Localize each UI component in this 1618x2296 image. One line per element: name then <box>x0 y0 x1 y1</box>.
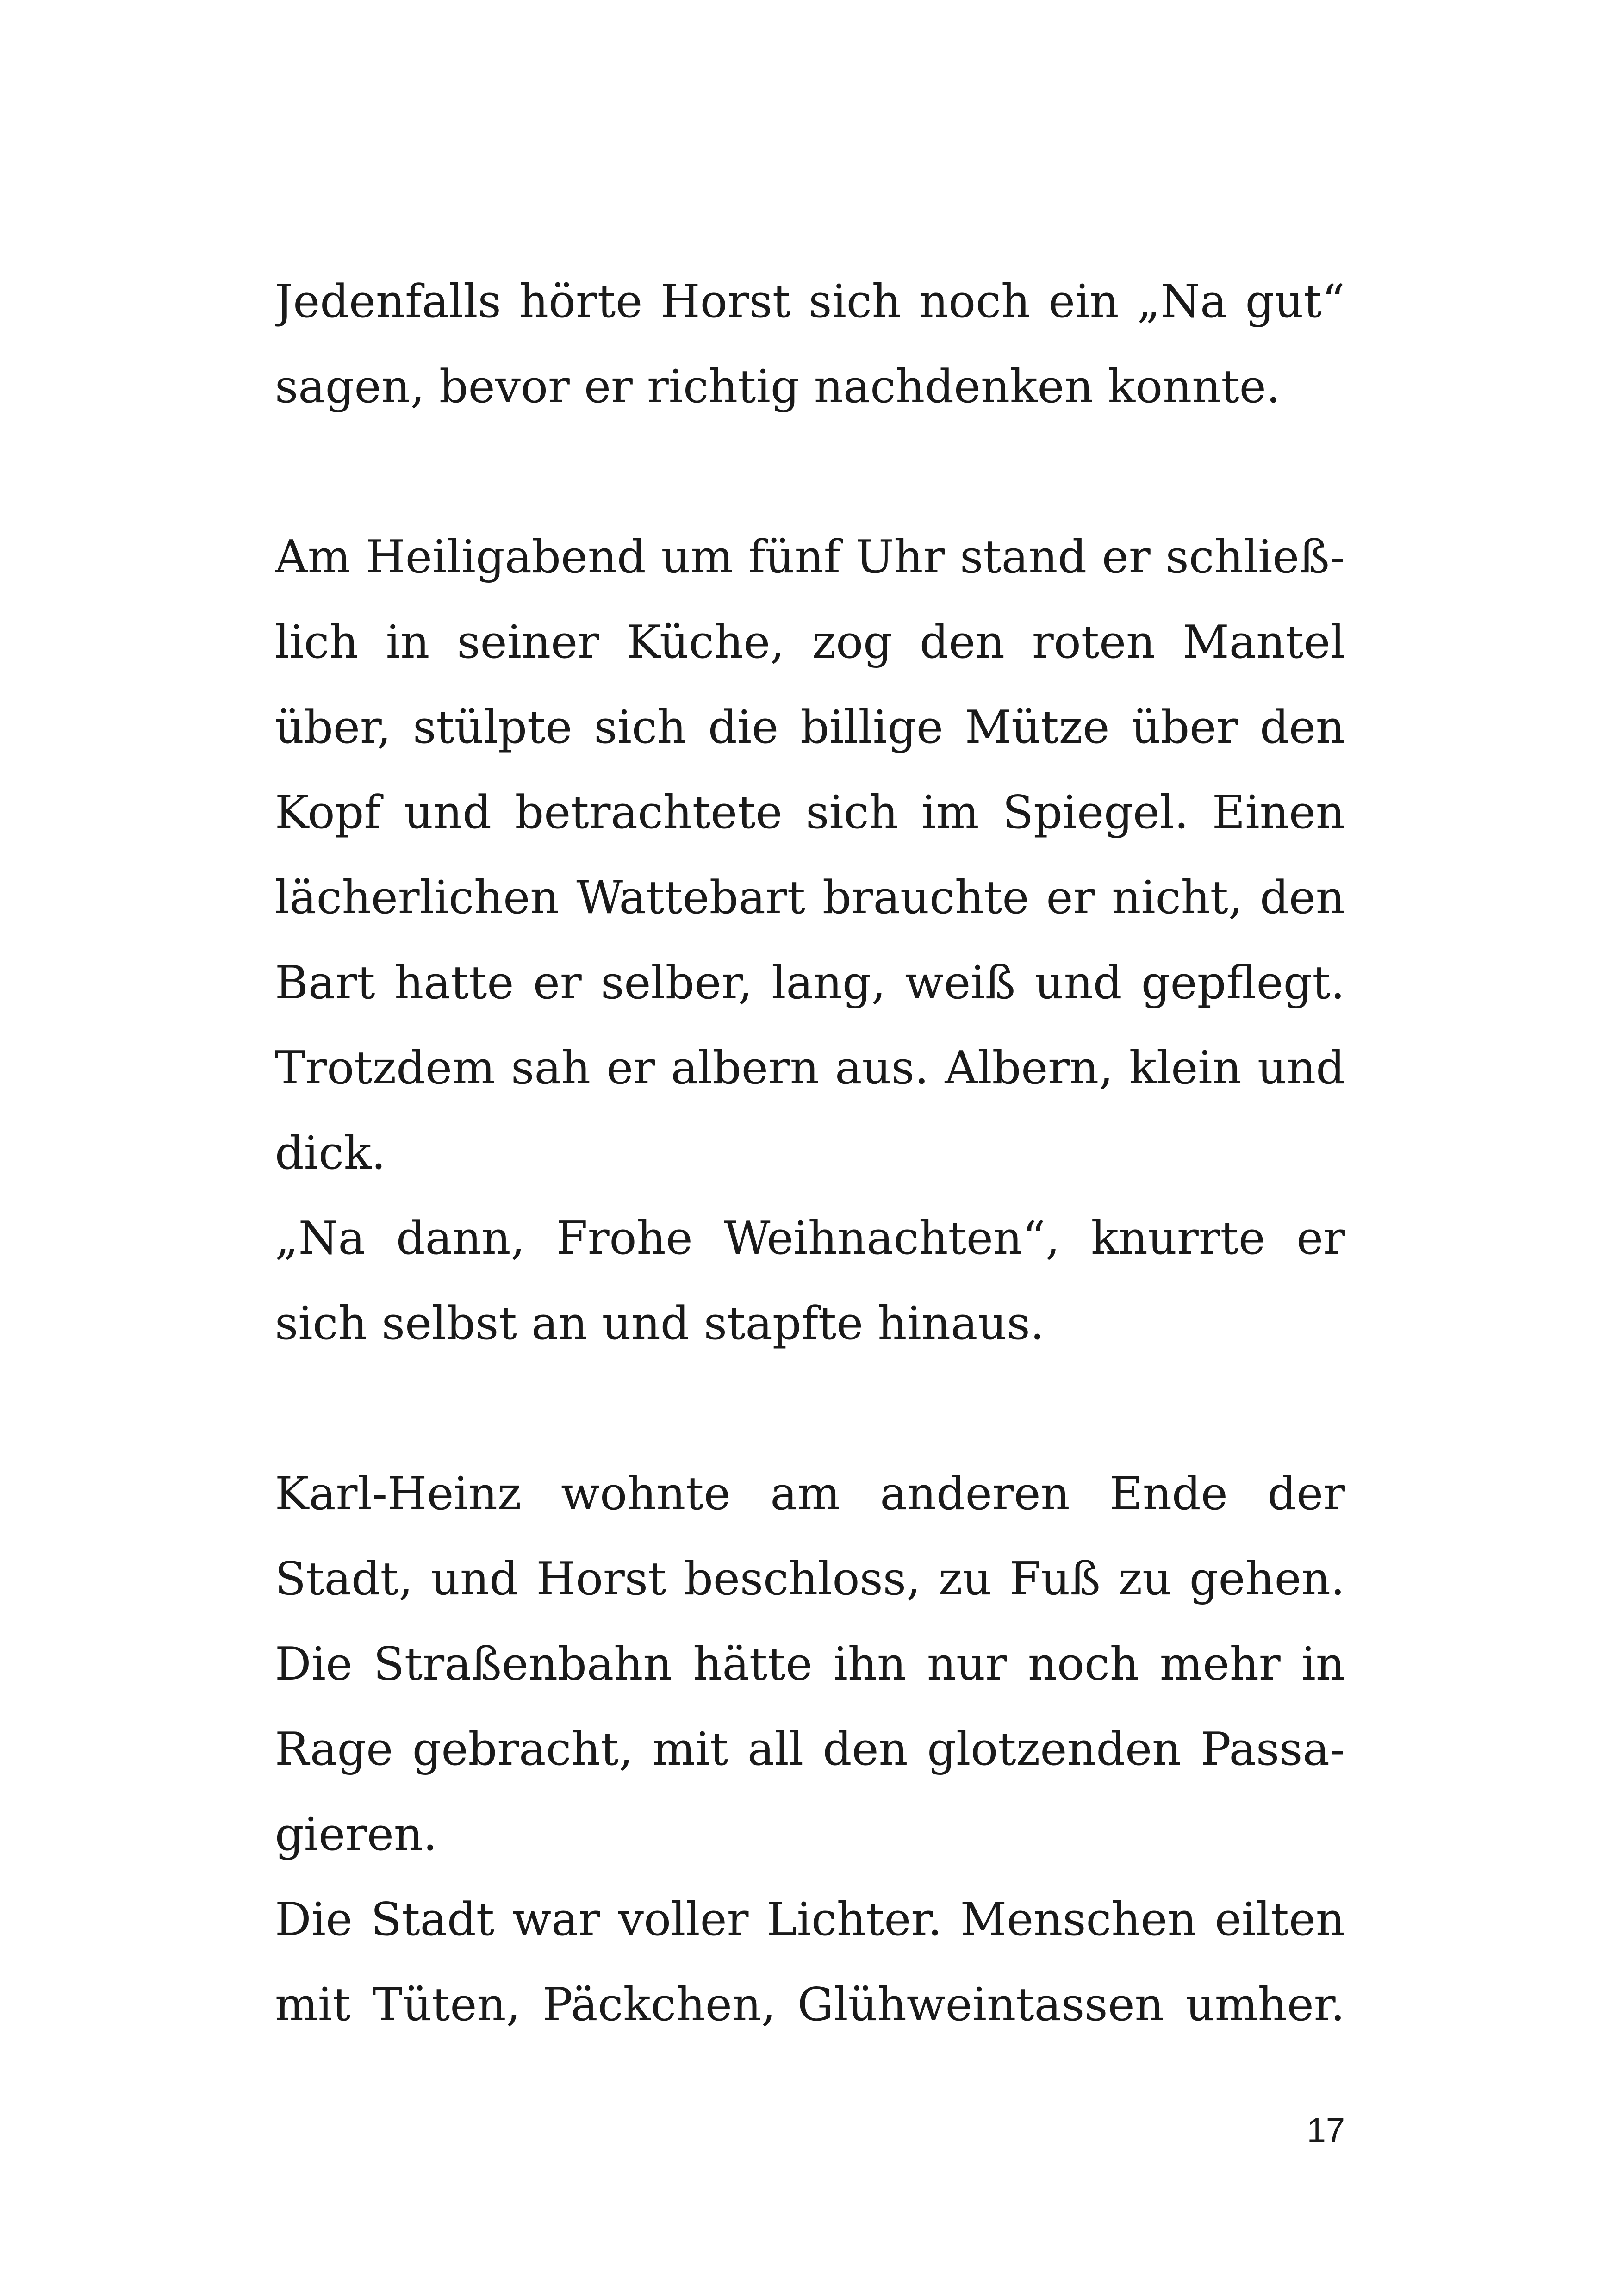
paragraph-gap <box>275 1366 1345 1451</box>
body-text <box>275 259 1345 2047</box>
text-line: Rage gebracht, mit all den glotzenden Passa- <box>275 1723 1345 1776</box>
text-line: Die Straßenbahn hätte ihn nur noch mehr in <box>275 1638 1345 1691</box>
text-line: Karl-Heinz wohnte am anderen Ende der <box>275 1468 1345 1520</box>
text-line: sagen, bevor er richtig nachdenken konnte. <box>275 361 1281 413</box>
text-line: „Na dann, Frohe Weihnachten“, knurrte er <box>275 1212 1345 1265</box>
text-line: über, stülpte sich die billige Mütze über den <box>275 701 1345 754</box>
paragraph-1 <box>275 259 1345 429</box>
text-line: Kopf und betrachtete sich im Spiegel. Einen <box>275 786 1345 839</box>
paragraph-2 <box>275 515 1345 1366</box>
text-line: Die Stadt war voller Lichter. Menschen eilten <box>275 1893 1345 1946</box>
text-line: Jedenfalls hörte Horst sich noch ein „Na gut“ <box>275 275 1345 328</box>
paragraph-gap <box>275 429 1345 515</box>
text-line: Stadt, und Horst beschloss, zu Fuß zu gehen. <box>275 1553 1345 1605</box>
page-number: 17 <box>1307 2111 1345 2149</box>
text-line: lich in seiner Küche, zog den roten Mantel <box>275 616 1345 669</box>
text-line: dick. <box>275 1127 386 1180</box>
text-line: Am Heiligabend um fünf Uhr stand er schließ- <box>275 531 1345 584</box>
text-line: mit Tüten, Päckchen, Glühweintassen umher. <box>275 1979 1345 2031</box>
paragraph-3 <box>275 1451 1345 2047</box>
text-line: Bart hatte er selber, lang, weiß und gepflegt. <box>275 957 1345 1009</box>
text-line: sich selbst an und stapfte hinaus. <box>275 1297 1045 1350</box>
text-line: lächerlichen Wattebart brauchte er nicht, den <box>275 871 1345 924</box>
text-line: gieren. <box>275 1808 438 1861</box>
text-line: Trotzdem sah er albern aus. Albern, klein und <box>275 1042 1345 1095</box>
